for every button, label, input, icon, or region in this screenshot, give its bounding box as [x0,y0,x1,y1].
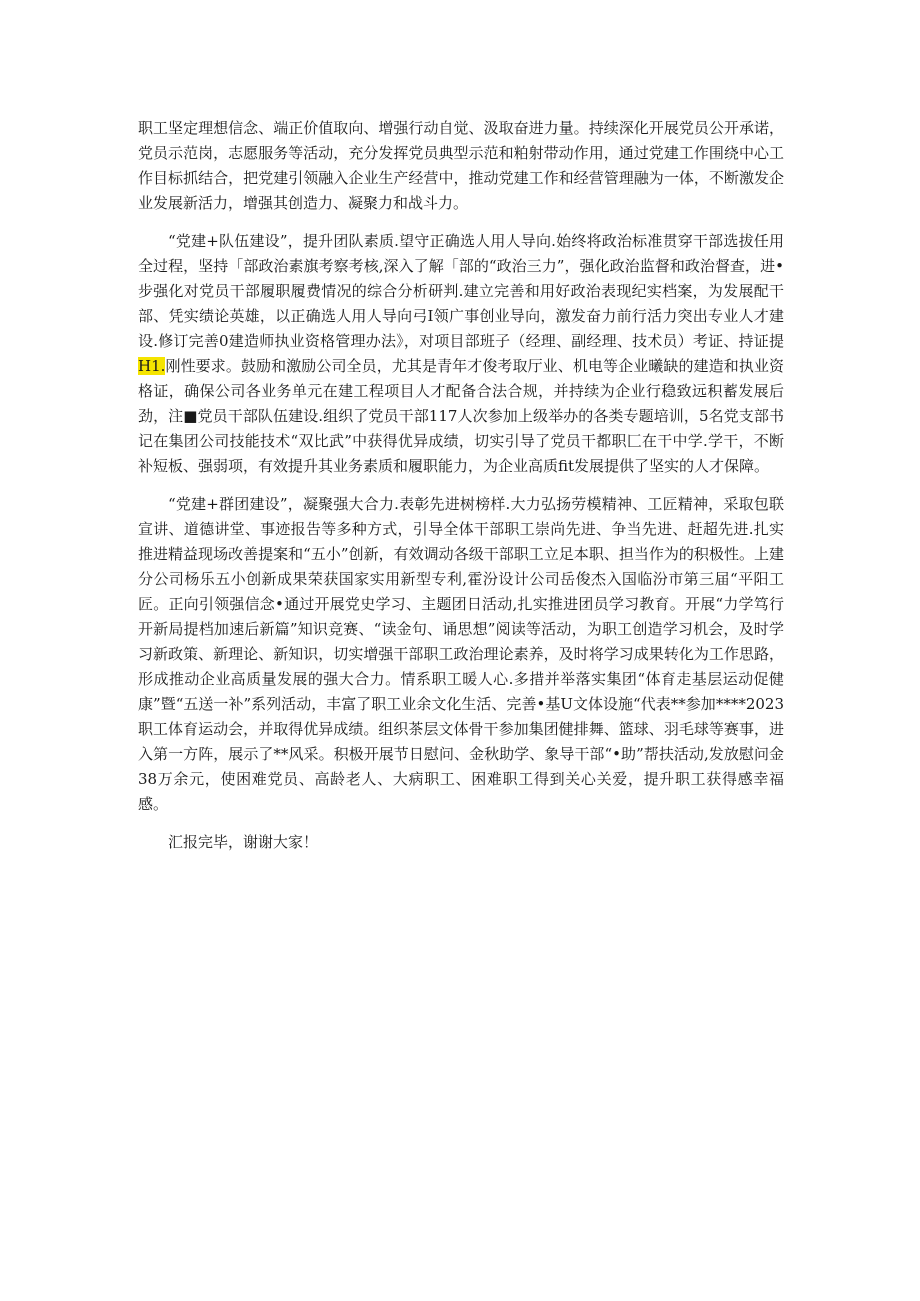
paragraph-closing [138,830,784,855]
paragraph-party-building-intro [138,116,784,216]
paragraph-text: 汇报完毕，谢谢大家！ [168,833,319,851]
document-body [138,116,784,868]
paragraph-text: “党建+群团建设”，凝聚强大合力.表彰先进树榜样.大力弘扬劳模精神、工匠精神，采取包联宣讲、道德讲堂、事迹报告等多种方式，引导全体干部职工崇尚先进、争当先进、赶超先进.扎实推进精益现场改善提案和“五小”创新，有效调动各级干部职工立足本职、担当作为的积极性。上建分公司杨乐五小创新成果荣获国家实用新型专利,霍汾设计公司岳俊杰入国临汾市第三届“平阳工匠。正向引领强信念•通过开展党史学习、主题团日活动,扎实推进团员学习教育。开展“力学笃行开新局提档加速后新篇”知识竞赛、“读金句、诵思想”阅读等活动，为职工创造学习机会，及时学习新政策、新理论、新知识，切实增强干部职工政治理论素养，及时将学习成果转化为工作思路，形成推动企业高质量发展的强大合力。情系职工暖人心.多措并举落实集团“体育走基层运动促健康”暨“五送一补”系列活动，丰富了职工业余文化生活、完善•基U文体设施“代表**参加****2023职工体育运动会，并取得优异成绩。组织茶层文体骨干参加集团健排舞、篮球、羽毛球等赛事，进入第一方阵，展示了**风采。积极开展节日慰问、金秋助学、象导干部“•助”帮扶活动,发放慰问金38万余元，使困难党员、高龄老人、大病职工、困难职工得到关心关爱，提升职工获得感幸福感。 [138,495,784,813]
highlighted-text: H1. [138,357,166,375]
paragraph-text: “党建+队伍建设”，提升团队素质.望守正确选人用人导向.始终将政治标准贯穿干部选拔任用全过程，坚持「部政治素旗考察考核,深入了解「部的“政治三力”，强化政治监督和政治督查，进•步强化对党员干部履职履费情况的综合分析研判.建立完善和用好政治表现纪实档案，为发展配干部、凭实绩论英雄，以正确选人用人导向弓I领广事创业导向，激发奋力前行活力突出专业人才建设.修订完善0建造师执业资格管理办法》，对项目部班子（经理、副经理、技术员）考证、持证提 [138,232,784,350]
paragraph-mass-organization-building [138,492,784,817]
paragraph-team-building [138,229,784,479]
paragraph-text: 刚性要求。鼓励和激励公司全员，尤其是青年才俊考取厅业、机电等企业曦缺的建造和执业资格证，确保公司各业务单元在建工程项目人才配备合法合规，并持续为企业行稳致远积蓄发展后劲，注■党员干部队伍建设.组织了党员干部117人次参加上级举办的各类专题培训，5名党支部书记在集团公司技能技术“双比武”中获得优异成绩，切实引导了党员干都职匚在干中学.学干，不断补短板、强弱项，有效提升其业务素质和履职能力，为企业高质fit发展提供了坚实的人才保障。 [138,357,784,475]
paragraph-text: 职工坚定理想信念、端正价值取向、增强行动自觉、汲取奋进力量。持续深化开展党员公开承诺，党员示范岗，志愿服务等活动，充分发挥党员典型示范和粕射带动作用，通过党建工作围绕中心工作目标抓结合，把党建引领融入企业生产经营中，推动党建工作和经营管理融为一体，不断激发企业发展新活力，增强其创造力、凝聚力和战斗力。 [138,119,784,212]
